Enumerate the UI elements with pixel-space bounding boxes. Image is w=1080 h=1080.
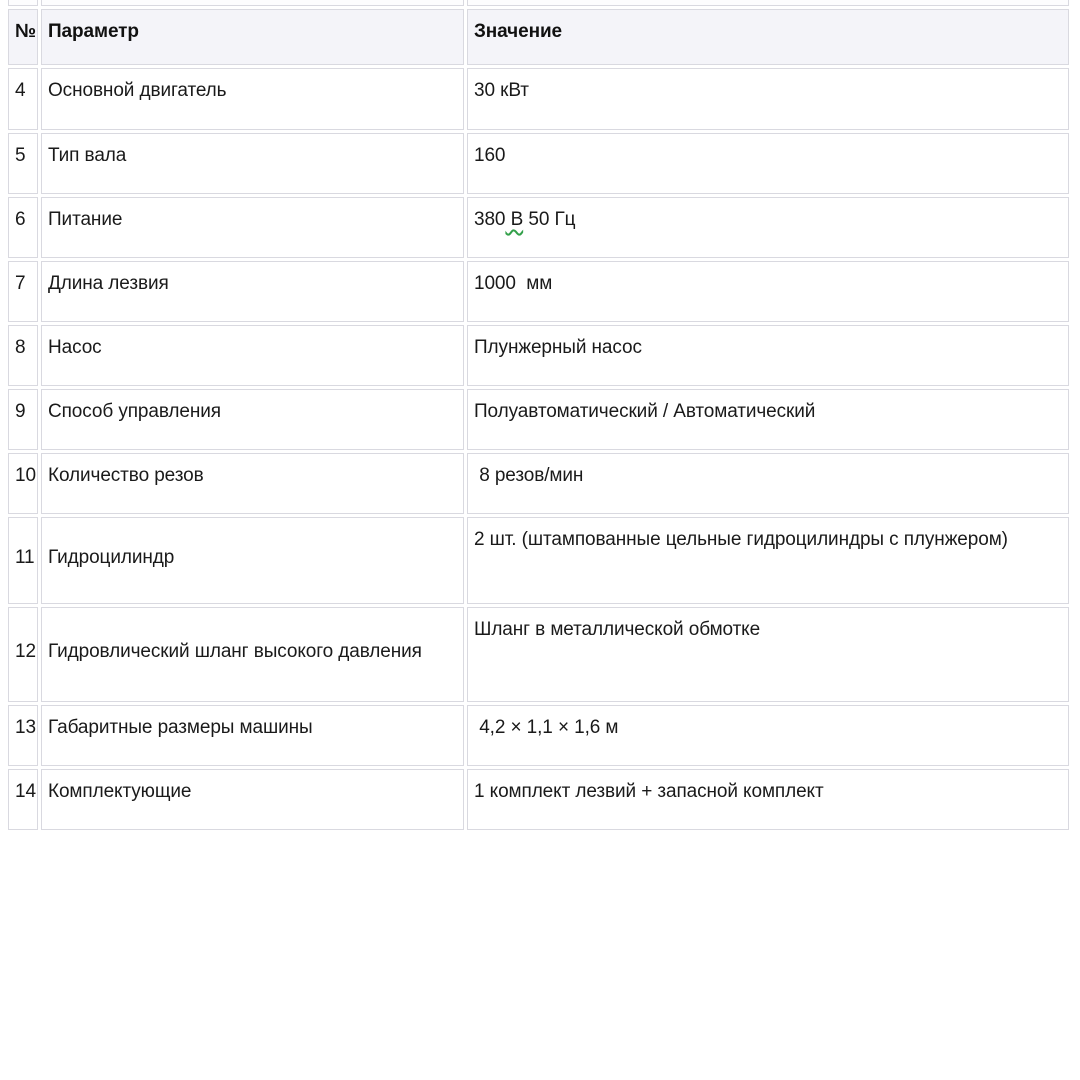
partial-cell — [467, 0, 1069, 6]
param-cell: Насос — [41, 325, 464, 386]
table-row — [8, 453, 1069, 514]
param-cell: Гидровлический шланг высокого давления — [41, 607, 464, 702]
table-row — [8, 133, 1069, 194]
param-cell: Габаритные размеры машины — [41, 705, 464, 766]
column-header-num: № — [8, 9, 38, 65]
row-number-cell: 6 — [8, 197, 38, 258]
partial-cell — [41, 0, 464, 6]
value-cell: Плунжерный насос — [467, 325, 1069, 386]
param-cell: Основной двигатель — [41, 68, 464, 130]
row-number-cell: 5 — [8, 133, 38, 194]
table-body — [8, 68, 1069, 830]
table-row — [8, 68, 1069, 130]
row-number-cell: 13 — [8, 705, 38, 766]
table-row — [8, 261, 1069, 322]
row-number-cell: 10 — [8, 453, 38, 514]
param-cell: Длина лезвия — [41, 261, 464, 322]
value-text: 50 Гц — [523, 209, 576, 230]
row-number-cell: 11 — [8, 517, 38, 604]
table-row — [8, 769, 1069, 830]
param-cell: Гидроцилиндр — [41, 517, 464, 604]
value-cell: 2 шт. (штампованные цельные гидроцилиндры с плунжером) — [467, 517, 1069, 604]
param-cell: Комплектующие — [41, 769, 464, 830]
table-header-row — [8, 9, 1069, 65]
row-number-cell: 4 — [8, 68, 38, 130]
value-cell: 1 комплект лезвий + запасной комплект — [467, 769, 1069, 830]
table-row — [8, 705, 1069, 766]
value-text: 380 — [474, 209, 506, 230]
table-row — [8, 517, 1069, 604]
value-cell: 8 резов/мин — [467, 453, 1069, 514]
column-header-value: Значение — [467, 9, 1069, 65]
row-number-cell: 9 — [8, 389, 38, 450]
spellcheck-underline: В — [505, 209, 524, 230]
partial-cell — [8, 0, 38, 6]
table-row — [8, 197, 1069, 258]
row-number-cell: 8 — [8, 325, 38, 386]
row-number-cell: 12 — [8, 607, 38, 702]
param-cell: Тип вала — [41, 133, 464, 194]
column-header-param: Параметр — [41, 9, 464, 65]
row-number-cell: 14 — [8, 769, 38, 830]
param-cell: Способ управления — [41, 389, 464, 450]
top-partial-row — [8, 0, 1069, 6]
value-cell: 1000 мм — [467, 261, 1069, 322]
spec-table — [5, 0, 1072, 833]
value-cell — [467, 197, 1069, 258]
param-cell: Количество резов — [41, 453, 464, 514]
value-cell: 4,2 × 1,1 × 1,6 м — [467, 705, 1069, 766]
value-cell: Полуавтоматический / Автоматический — [467, 389, 1069, 450]
value-cell: 30 кВт — [467, 68, 1069, 130]
table-row — [8, 389, 1069, 450]
table-row — [8, 325, 1069, 386]
value-cell: Шланг в металлической обмотке — [467, 607, 1069, 702]
param-cell: Питание — [41, 197, 464, 258]
row-number-cell: 7 — [8, 261, 38, 322]
table-row — [8, 607, 1069, 702]
value-cell: 160 — [467, 133, 1069, 194]
